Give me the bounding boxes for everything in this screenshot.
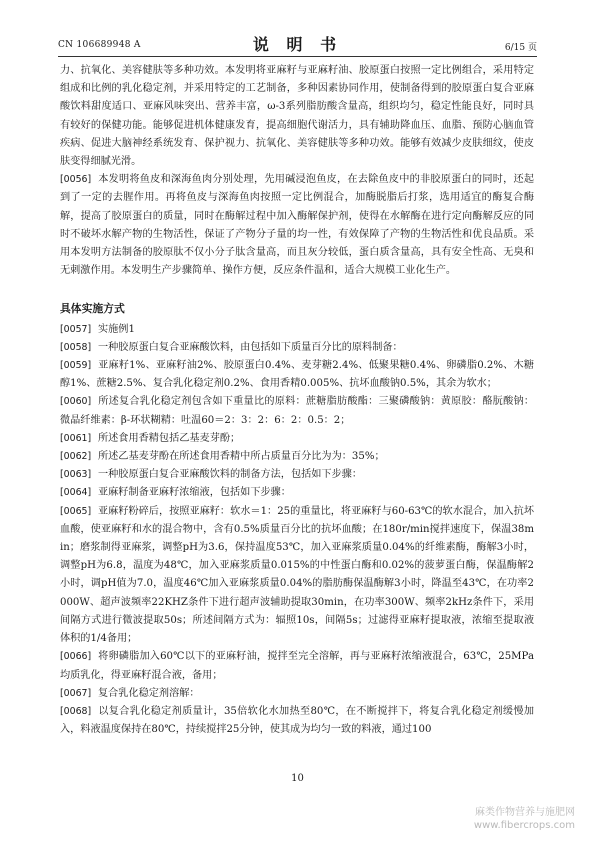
paragraph-text: 亚麻籽粉碎后，按照亚麻籽：软水＝1：25的重量比，将亚麻籽与60-63℃的软水混合，加入抗坏血酸，使亚麻籽和水的混合物中，含有0.5%质量百分比的抗坏血酸；在180r/min搅拌速度下，保温38min；磨浆制得亚麻浆，调整pH为3.6，保持温度53℃，加入亚麻浆质量0.04%的纤维素酶，酶解3小时，调整pH为6.8，温度为48℃，加入亚麻浆质量0.015%的中性蛋白酶和0.02%的菠萝蛋白酶，保温酶解2小时，调pH值为7.0，温度46℃加入亚麻浆质量0.04%的脂肪酶保温酶解3小时，降温至43℃，在功率2000W、超声波频率22KHZ条件下进行超声波辅助提取30min，在功率300W、频率2kHz条件下，采用间隔方式进行微波提取50s；所述间隔方式为：辐照10s，间隔5s；过滤得亚麻籽提取液，浓缩至提取液体积的1/4备用； <box>60 505 534 645</box>
paragraph-text: 本发明将鱼皮和深海鱼肉分别处理，先用碱浸泡鱼皮，在去除鱼皮中的非胶原蛋白的同时，还起到了一定的去腥作用。再将鱼皮与深海鱼肉按照一定比例混合，加酶脱脂后打浆，选用适宜的酶复合酶解，提高了胶原蛋白的质量，同时在酶解过程中加入酶解保护剂，使得在水解酶在进行定向酶解反应的同时不破坏水解产物的生物活性，保证了产物分子量的均一性，有效保障了产物的生物活性和优良品质。采用本发明方法制备的胶原肽不仅小分子肽含量高，而且灰分较低，蛋白质含量高，具有安全性高、无臭和无刺激作用。本发明生产步骤简单、操作方便，反应条件温和，适合大规模工业化生产。 <box>60 174 534 277</box>
paragraph-0061 <box>60 430 534 448</box>
paragraph-number: [0068] <box>60 705 92 717</box>
paragraph-text: 以复合乳化稳定剂质量计，35倍软化水加热至80℃，在不断搅拌下，将复合乳化稳定剂缓慢加入，料液温度保持在80℃，持续搅拌25分钟，使其成为均匀一致的料液，通过100 <box>60 705 534 736</box>
paragraph-text: 所述复合乳化稳定剂包含如下重量比的原料：蔗糖脂肪酸酯：三聚磷酸钠：黄原胶：酪朊酸钠：微晶纤维素：β-环状糊精：吐温60＝2：3：2：6：2：0.5：2； <box>60 396 534 426</box>
document-title: 说 明 书 <box>252 35 343 54</box>
paragraph-0068 <box>60 703 534 739</box>
watermark <box>474 806 575 832</box>
paragraph-number: [0057] <box>60 323 92 335</box>
watermark-title: 麻类作物营养与施肥网 <box>475 807 575 818</box>
paragraph-text: 所述食用香精包括乙基麦芽酚； <box>98 432 241 444</box>
paragraph-0057 <box>60 321 534 339</box>
paragraph-text: 一种胶原蛋白复合亚麻酸饮料，由包括如下质量百分比的原料制备： <box>98 341 403 353</box>
paragraph-number: [0061] <box>60 432 92 444</box>
paragraph-number: [0065] <box>60 505 92 517</box>
paragraph-number: [0062] <box>60 451 92 463</box>
paragraph-text: 实施例1 <box>98 323 135 335</box>
paragraph-0062 <box>60 448 534 466</box>
paragraph-text: 所述乙基麦芽酚在所述食用香精中所占质量百分比为为：35%； <box>98 451 385 463</box>
paragraph-0060 <box>60 393 534 429</box>
paragraph-text: 将卵磷脂加入60℃以下的亚麻籽油，搅拌至完全溶解，再与亚麻籽浓缩液混合，63℃，25MPa均质乳化，得亚麻籽混合液，备用； <box>60 651 534 681</box>
paragraph-number: [0063] <box>60 469 92 481</box>
section-title: 具体实施方式 <box>60 302 125 316</box>
patent-number: CN 106689948 A <box>58 40 141 50</box>
paragraph-number: [0059] <box>60 360 92 372</box>
paragraph-number: [0058] <box>60 341 92 353</box>
paragraph-number: [0060] <box>60 396 92 408</box>
paragraph-0067 <box>60 685 534 703</box>
page-indicator: 6/15 页 <box>504 43 537 53</box>
paragraph-0056 <box>60 171 534 280</box>
paragraph-text: 亚麻籽1%、亚麻籽油2%、胶原蛋白0.4%、麦芽糖2.4%、低聚果糖0.4%、卵磷脂0.2%、木糖醇1%、蔗糖2.5%、复合乳化稳定剂0.2%、食用香精0.005%、抗坏血酸钠0.5%，其余为软水； <box>60 360 534 390</box>
header-rule <box>58 56 537 57</box>
paragraph-0058 <box>60 339 534 357</box>
watermark-url: www.fibercrops.com <box>473 820 575 831</box>
paragraph-0066 <box>60 648 534 684</box>
paragraph-number: [0064] <box>60 487 92 499</box>
document-body <box>60 62 534 739</box>
paragraph-0059 <box>60 357 534 393</box>
paragraph-number: [0066] <box>60 651 92 663</box>
paragraph-number: [0056] <box>60 174 92 186</box>
paragraph-continued: 力、抗氧化、美容健肤等多种功效。本发明将亚麻籽与亚麻籽油、胶原蛋白按照一定比例组合，采用特定组成和比例的乳化稳定剂，并采用特定的工艺制备，多种因素协同作用，使制备得到的胶原蛋白复合亚麻酸饮料甜度适口、亚麻风味突出、营养丰富，ω-3系列脂肪酸含量高，组织均匀，稳定性能良好，同时具有较好的保健功能。能够促进机体健康发育，提高细胞代谢活力，具有辅助降血压、血脂、预防心脑血管疾病、促进大脑神经系统发育、保护视力、抗氧化、美容健肤等多种功效。能够有效减少皮肤细纹，使皮肤变得细腻光滑。 <box>60 65 534 168</box>
page-number: 10 <box>291 773 304 784</box>
paragraph-0063 <box>60 466 534 484</box>
paragraph-0065 <box>60 503 534 649</box>
page-header <box>58 32 537 56</box>
paragraph-text: 一种胶原蛋白复合亚麻酸饮料的制备方法，包括如下步骤： <box>98 469 363 481</box>
paragraph-number: [0067] <box>60 687 92 699</box>
paragraph-text: 亚麻籽制备亚麻籽浓缩液，包括如下步骤： <box>98 487 291 499</box>
paragraph-text: 复合乳化稳定剂溶解： <box>98 687 200 699</box>
paragraph-0064 <box>60 484 534 502</box>
